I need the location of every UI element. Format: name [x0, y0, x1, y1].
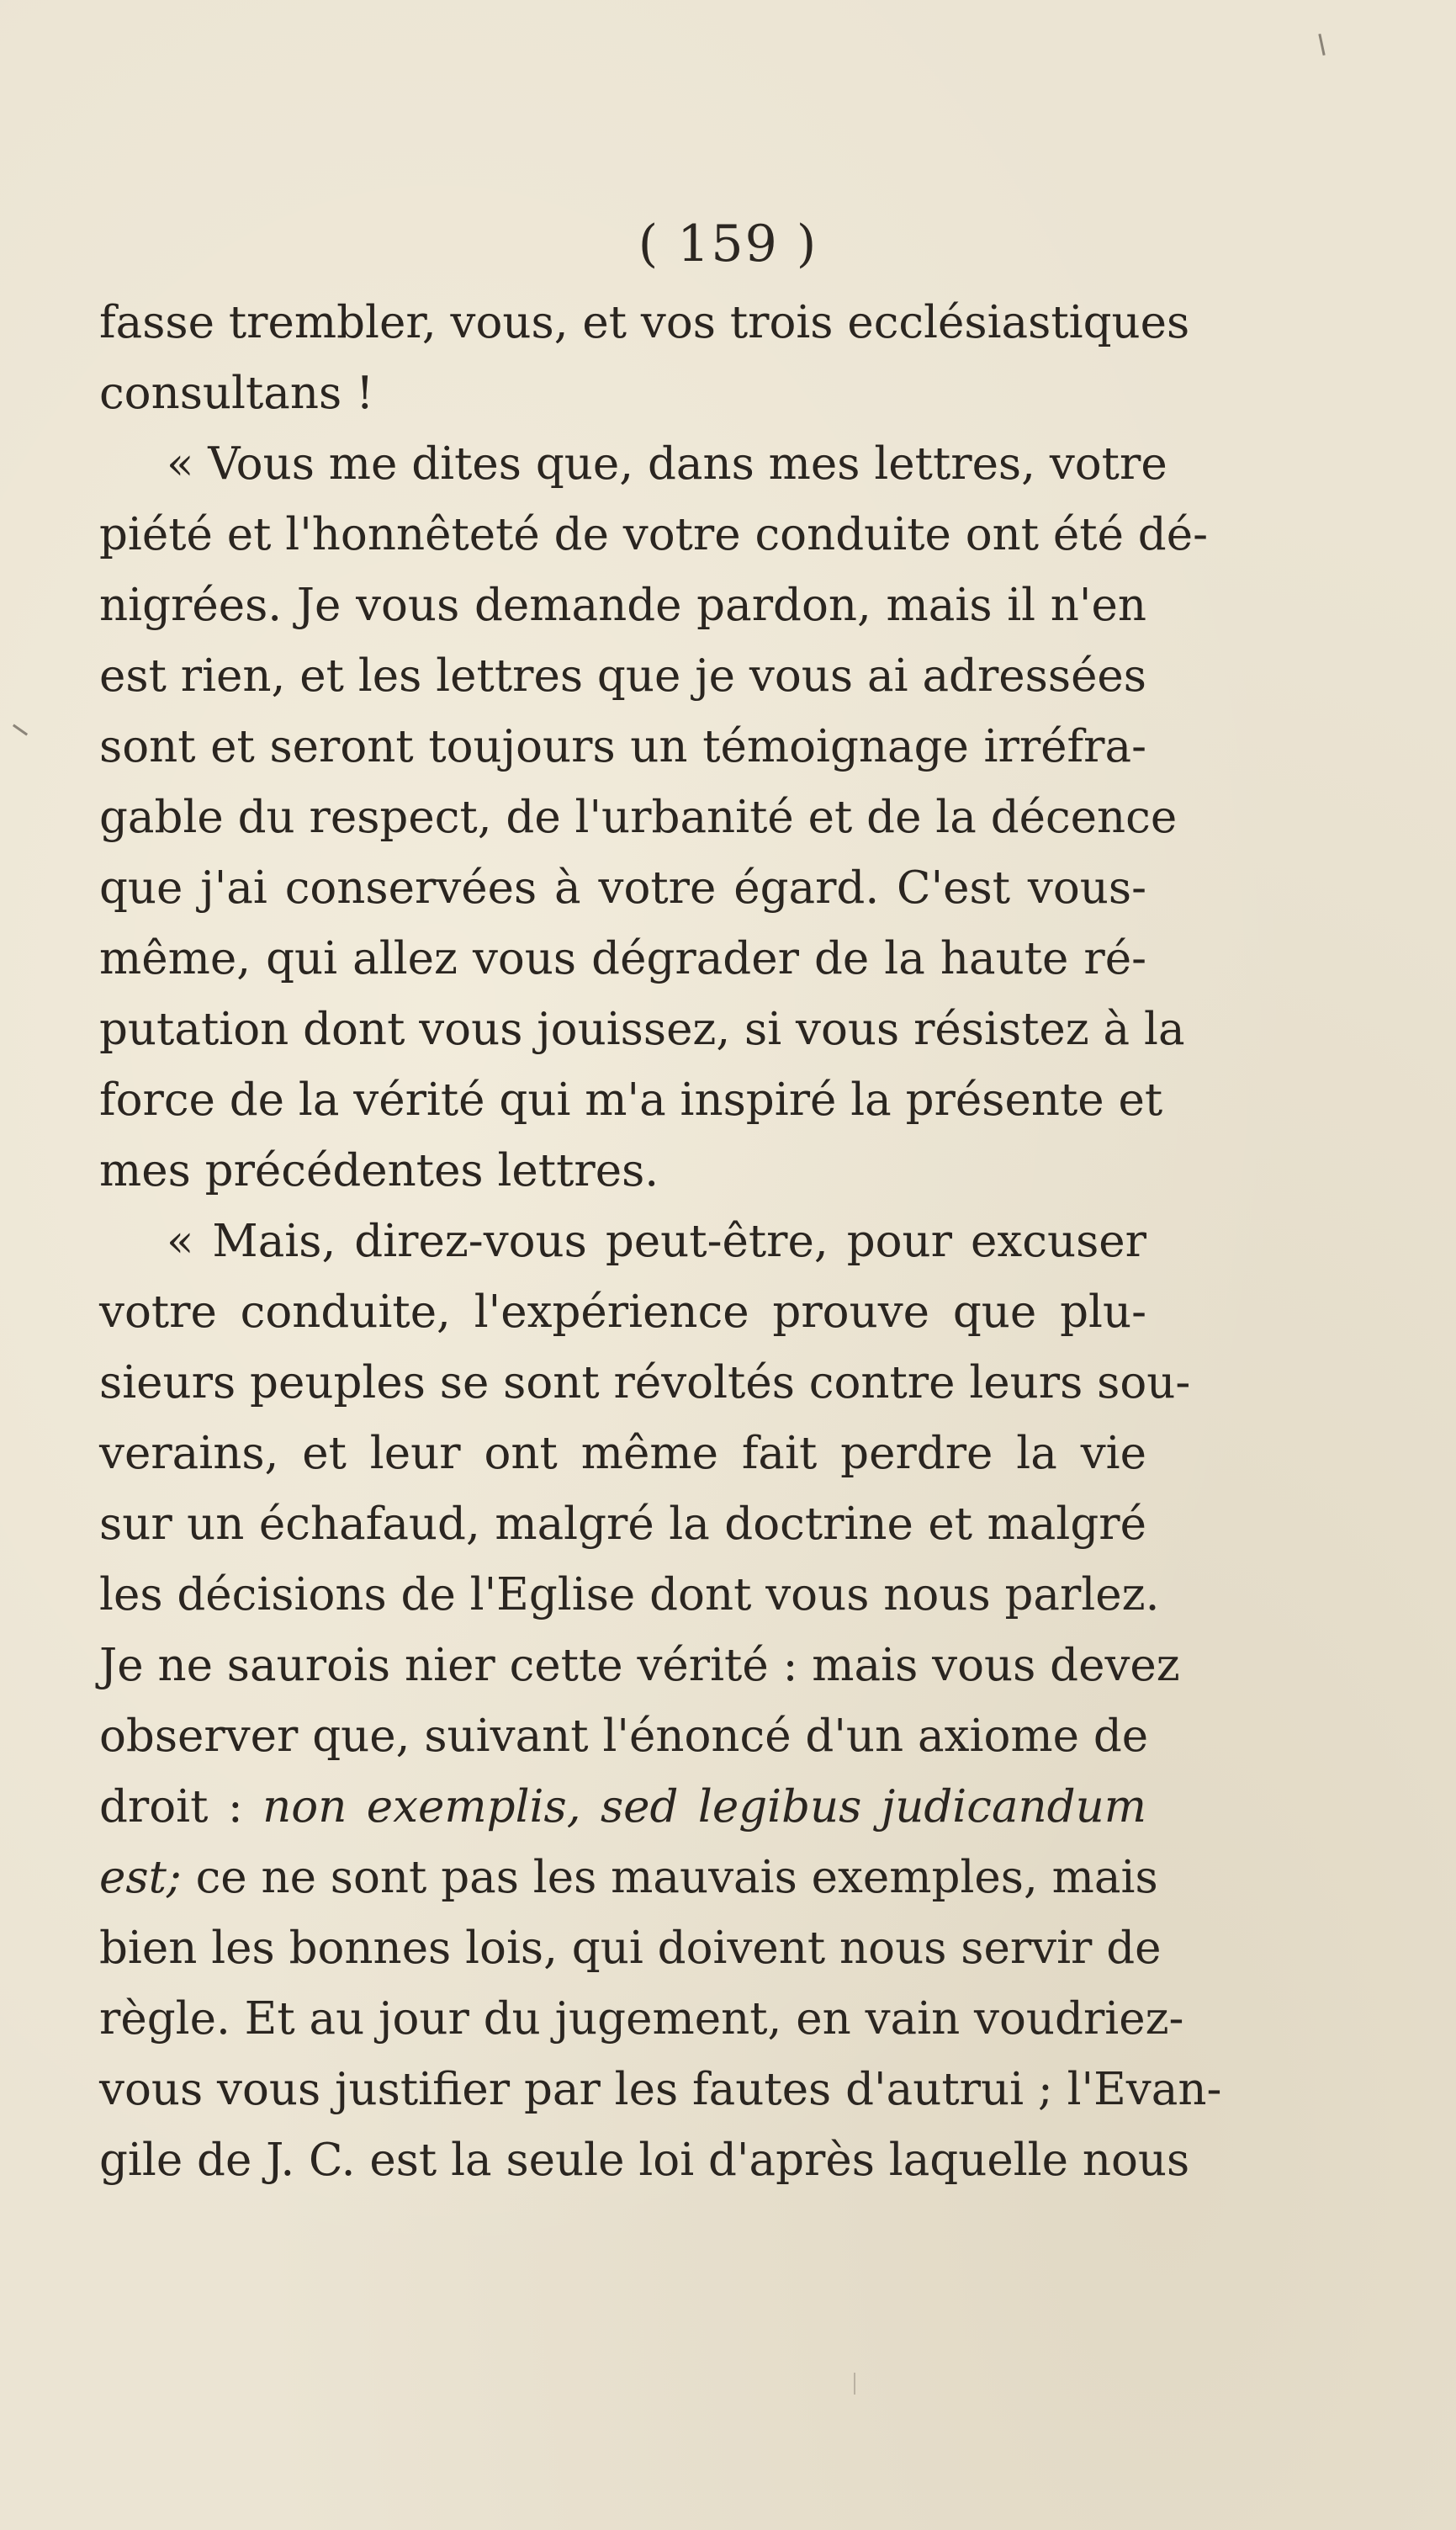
- margin-mark: [13, 724, 28, 736]
- text-line: gile de J. C. est la seule loi d'après laquelle nous: [99, 2135, 1190, 2186]
- margin-mark: [1318, 34, 1325, 56]
- text-line: règle. Et au jour du jugement, en vain voudriez-: [99, 1993, 1184, 2045]
- text-line: Je ne saurois nier cette vérité : mais vous devez: [99, 1640, 1180, 1691]
- text-line: observer que, suivant l'énoncé d'un axiome de: [99, 1711, 1149, 1762]
- text-line: force de la vérité qui m'a inspiré la présente et: [99, 1074, 1163, 1126]
- text-line: sieurs peuples se sont révoltés contre leurs sou-: [99, 1357, 1191, 1408]
- text-line: verains, et leur ont même fait perdre la vie: [99, 1428, 1146, 1479]
- text-line: mes précédentes lettres.: [99, 1145, 659, 1196]
- text-line: est rien, et les lettres que je vous ai adressées: [99, 650, 1146, 702]
- body-text: [99, 288, 1222, 2196]
- text-line: consultans !: [99, 368, 374, 419]
- latin-maxim: est;: [99, 1852, 182, 1903]
- text-line-latin: [99, 1843, 1158, 1913]
- text-fragment: ce ne sont pas les mauvais exemples, mais: [181, 1852, 1158, 1903]
- text-line: même, qui allez vous dégrader de la haute ré-: [99, 933, 1146, 984]
- page-number: ( 159 ): [638, 215, 818, 273]
- latin-maxim: non exemplis, sed legibus judicandum: [262, 1781, 1146, 1833]
- text-line: vous vous justifier par les fautes d'autrui ; l'Evan-: [99, 2064, 1222, 2115]
- text-line: sont et seront toujours un témoignage irréfra-: [99, 721, 1146, 772]
- text-line: bien les bonnes lois, qui doivent nous servir de: [99, 1923, 1162, 1974]
- text-line: piété et l'honnêteté de votre conduite ont été dé-: [99, 509, 1208, 560]
- text-line: votre conduite, l'expérience prouve que plu-: [99, 1286, 1146, 1338]
- text-line-latin: [99, 1772, 1146, 1843]
- text-line: les décisions de l'Eglise dont vous nous parlez.: [99, 1569, 1160, 1620]
- text-line: gable du respect, de l'urbanité et de la décence: [99, 792, 1178, 843]
- paragraph-start-line: « Vous me dites que, dans mes lettres, votre: [167, 438, 1167, 490]
- text-line: fasse trembler, vous, et vos trois ecclésiastiques: [99, 297, 1190, 348]
- text-fragment: droit :: [99, 1781, 263, 1833]
- text-line: nigrées. Je vous demande pardon, mais il n'en: [99, 580, 1146, 631]
- text-line: putation dont vous jouissez, si vous résistez à la: [99, 1004, 1185, 1055]
- margin-mark: [854, 2373, 855, 2395]
- paragraph-start-line: « Mais, direz-vous peut-être, pour excuser: [167, 1216, 1146, 1267]
- text-line: que j'ai conservées à votre égard. C'est vous-: [99, 862, 1146, 914]
- text-line: sur un échafaud, malgré la doctrine et malgré: [99, 1498, 1146, 1550]
